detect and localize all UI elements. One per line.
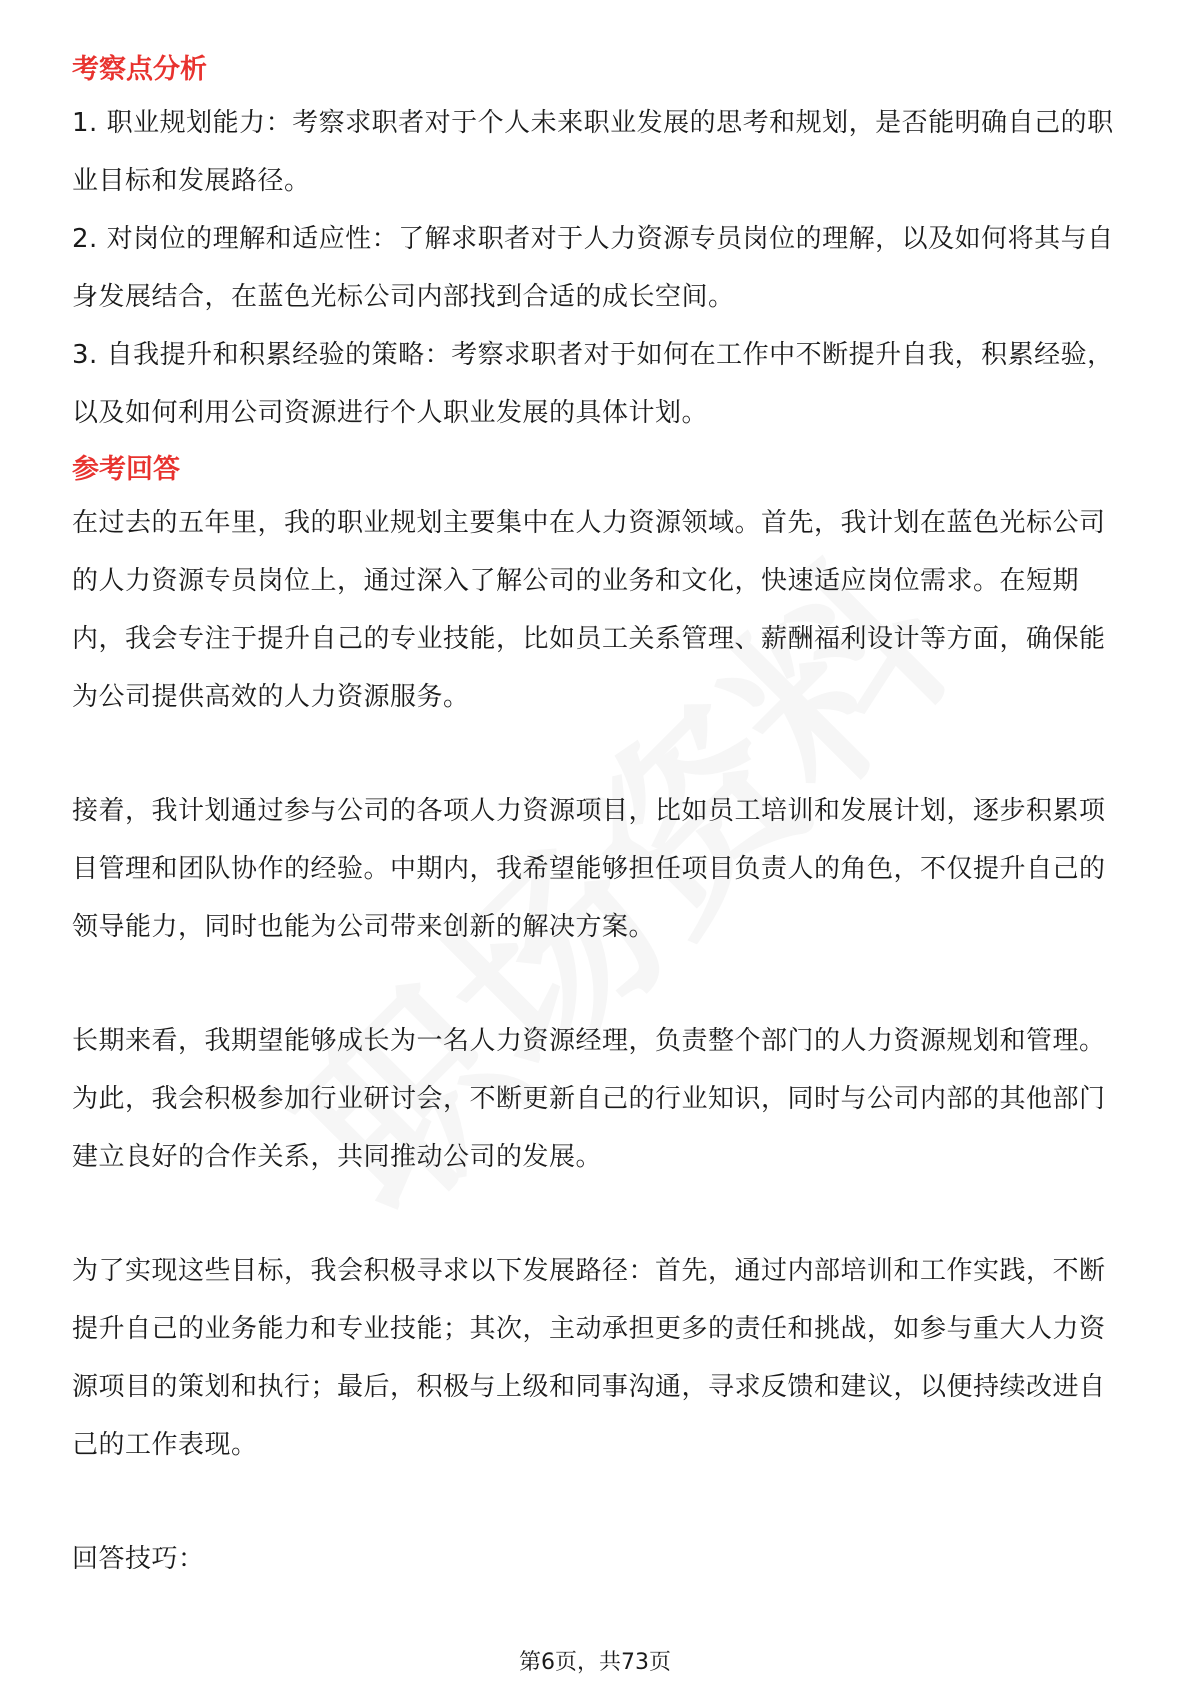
page-number: 第6页，共73页 bbox=[519, 1650, 671, 1675]
analysis-item-2: 2. 对岗位的理解和适应性：了解求职者对于人力资源专员岗位的理解，以及如何将其与自身发展结合，在蓝色光标公司内部找到合适的成长空间。 bbox=[72, 224, 1114, 312]
paragraph-gap bbox=[72, 726, 1122, 782]
analysis-item-3: 3. 自我提升和积累经验的策略：考察求职者对于如何在工作中不断提升自我，积累经验，以及如何利用公司资源进行个人职业发展的具体计划。 bbox=[72, 340, 1114, 428]
analysis-item-1: 1. 职业规划能力：考察求职者对于个人未来职业发展的思考和规划，是否能明确自己的职业目标和发展路径。 bbox=[72, 108, 1114, 196]
tips-heading: 回答技巧： bbox=[72, 1544, 205, 1574]
reference-paragraph-3: 长期来看，我期望能够成长为一名人力资源经理，负责整个部门的人力资源规划和管理。为此，我会积极参加行业研讨会，不断更新自己的行业知识，同时与公司内部的其他部门建立良好的合作关系，共同推动公司的发展。 bbox=[72, 1026, 1106, 1172]
reference-paragraph-1: 在过去的五年里，我的职业规划主要集中在人力资源领域。首先，我计划在蓝色光标公司的人力资源专员岗位上，通过深入了解公司的业务和文化，快速适应岗位需求。在短期内，我会专注于提升自己的专业技能，比如员工关系管理、薪酬福利设计等方面，确保能为公司提供高效的人力资源服务。 bbox=[72, 508, 1106, 712]
reference-paragraph-4: 为了实现这些目标，我会积极寻求以下发展路径：首先，通过内部培训和工作实践，不断提升自己的业务能力和专业技能；其次，主动承担更多的责任和挑战，如参与重大人力资源项目的策划和执行；最后，积极与上级和同事沟通，寻求反馈和建议，以便持续改进自己的工作表现。 bbox=[72, 1256, 1106, 1460]
paragraph-gap bbox=[72, 1474, 1122, 1530]
paragraph-gap bbox=[72, 1186, 1122, 1242]
reference-heading: 参考回答 bbox=[72, 454, 180, 485]
paragraph-gap bbox=[72, 956, 1122, 1012]
document-page bbox=[72, 50, 1122, 1588]
reference-paragraph-2: 接着，我计划通过参与公司的各项人力资源项目，比如员工培训和发展计划，逐步积累项目管理和团队协作的经验。中期内，我希望能够担任项目负责人的角色，不仅提升自己的领导能力，同时也能为公司带来创新的解决方案。 bbox=[72, 796, 1106, 942]
analysis-heading: 考察点分析 bbox=[72, 54, 207, 85]
